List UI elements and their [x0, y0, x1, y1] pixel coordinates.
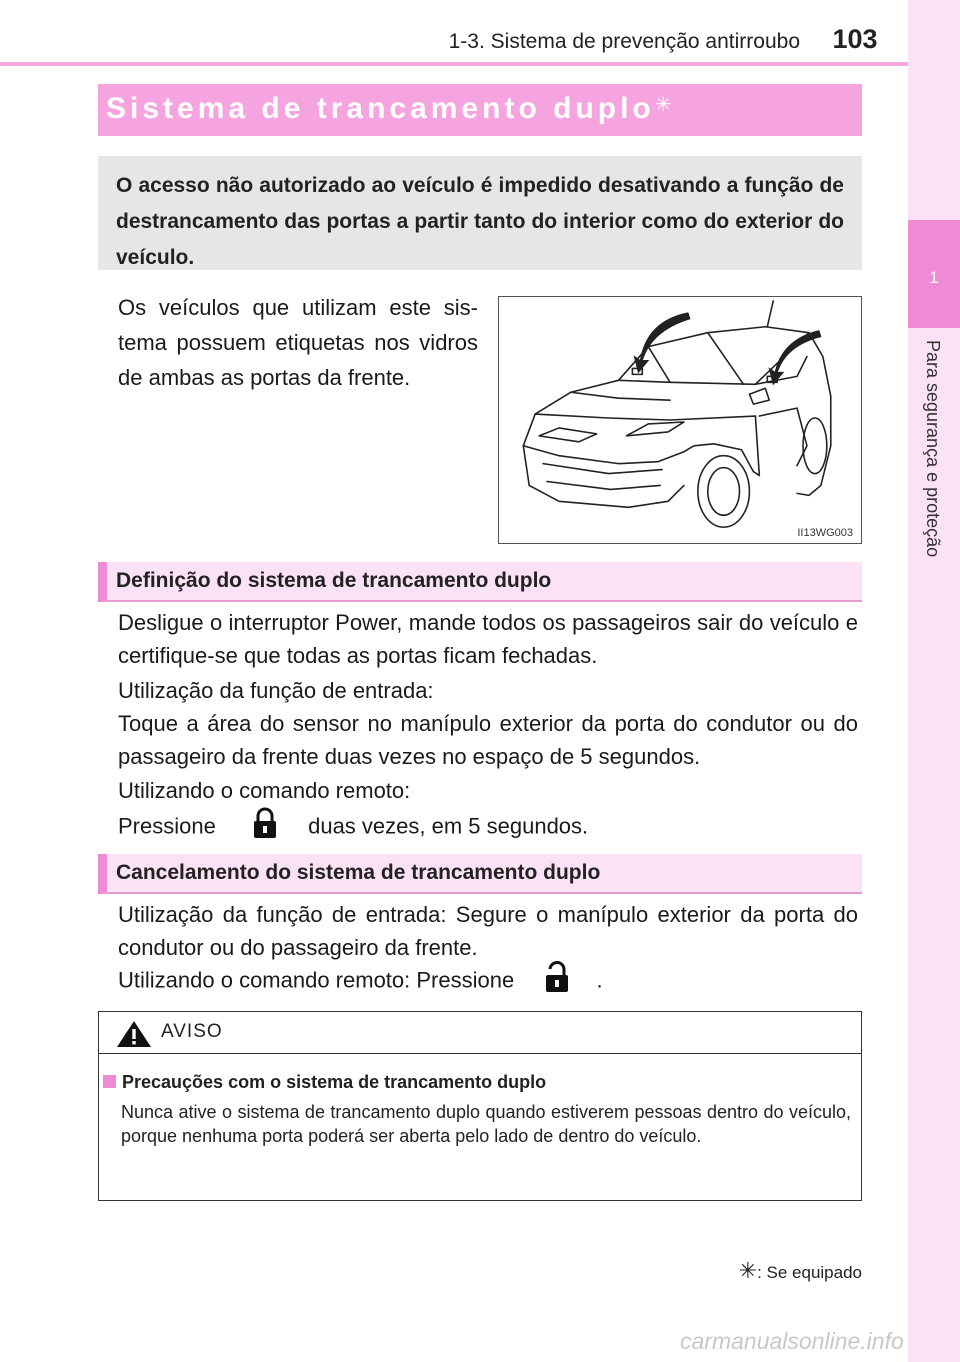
equipped-marker: ✳ — [654, 94, 672, 116]
page-title-bar — [98, 84, 862, 136]
figure-code: II13WG003 — [797, 527, 853, 539]
setting-entry-heading: Utilização da função de entrada: — [118, 678, 434, 703]
header-rule — [0, 62, 908, 66]
section-header-setting — [98, 562, 862, 602]
setting-remote-after: duas vezes, em 5 segundos. — [308, 813, 589, 839]
cancel-remote-line — [118, 961, 858, 1002]
footnote-marker: ✳ — [738, 1258, 758, 1283]
footnote-text: : Se equipado — [757, 1263, 862, 1282]
side-chapter-label: Para segurança e proteção — [923, 340, 943, 558]
side-tab — [908, 0, 960, 1362]
warning-subtitle-row — [103, 1072, 546, 1093]
watermark: carmanualsonline.info — [680, 1328, 904, 1354]
page-title — [106, 92, 672, 126]
page-number: 103 — [832, 24, 878, 54]
setting-remote-heading: Utilizando o comando remoto: — [118, 778, 411, 803]
page-title-text: Sistema de trancamento duplo — [106, 92, 655, 125]
setting-remote-line — [118, 807, 858, 848]
section-title-cancel: Cancelamento do sistema de trancamento duplo — [116, 861, 601, 884]
lock-icon — [252, 807, 278, 848]
cancel-paragraph-1: Utilização da função de entrada: Segure o manípulo exterior da porta do condutor ou do passageiro da frente. — [118, 902, 858, 960]
section-header-cancel — [98, 854, 862, 894]
car-figure — [498, 296, 862, 544]
side-chapter-label-wrap — [908, 340, 960, 590]
setting-entry-text: Toque a área do sensor no manípulo exterior da porta do condutor ou do passageiro da frente duas vezes no espaço de 5 segundos. — [118, 711, 858, 769]
warning-header — [99, 1012, 861, 1054]
car-illustration — [499, 297, 861, 543]
intro-box: O acesso não autorizado ao veículo é impedido desativando a função de destrancamento das portas a partir tanto do interior como do exterior do veículo. — [98, 156, 862, 270]
side-chapter-number: 1 — [929, 268, 939, 287]
cancel-remote-after: . — [596, 967, 603, 993]
cancel-remote-before: Utilizando o comando remoto: Pressione — [118, 967, 515, 993]
bullet-square-icon — [103, 1075, 116, 1088]
warning-subtitle: Precauções com o sistema de trancamento duplo — [122, 1072, 547, 1092]
section-title-setting: Definição do sistema de trancamento duplo — [116, 569, 552, 592]
labels-paragraph: Os veículos que utilizam este sis-tema possuem etiquetas nos vidros de ambas as portas da frente. — [118, 295, 478, 390]
warning-title: AVISO — [161, 1021, 223, 1042]
unlock-icon — [544, 961, 570, 1002]
header-section-title: 1-3. Sistema de prevenção antirroubo — [448, 30, 800, 53]
warning-body: Nunca ative o sistema de trancamento duplo quando estiverem pessoas dentro do veículo, porque nenhuma porta poderá ser aberta pelo lado de dentro do veículo. — [121, 1102, 851, 1146]
warning-triangle-icon — [115, 1019, 153, 1054]
footnote — [739, 1258, 862, 1284]
warning-box — [98, 1011, 862, 1201]
setting-paragraph-1: Desligue o interruptor Power, mande todos os passageiros sair do veículo e certifique-se que todas as portas ficam fechadas. — [118, 610, 858, 668]
setting-remote-before: Pressione — [118, 813, 216, 839]
